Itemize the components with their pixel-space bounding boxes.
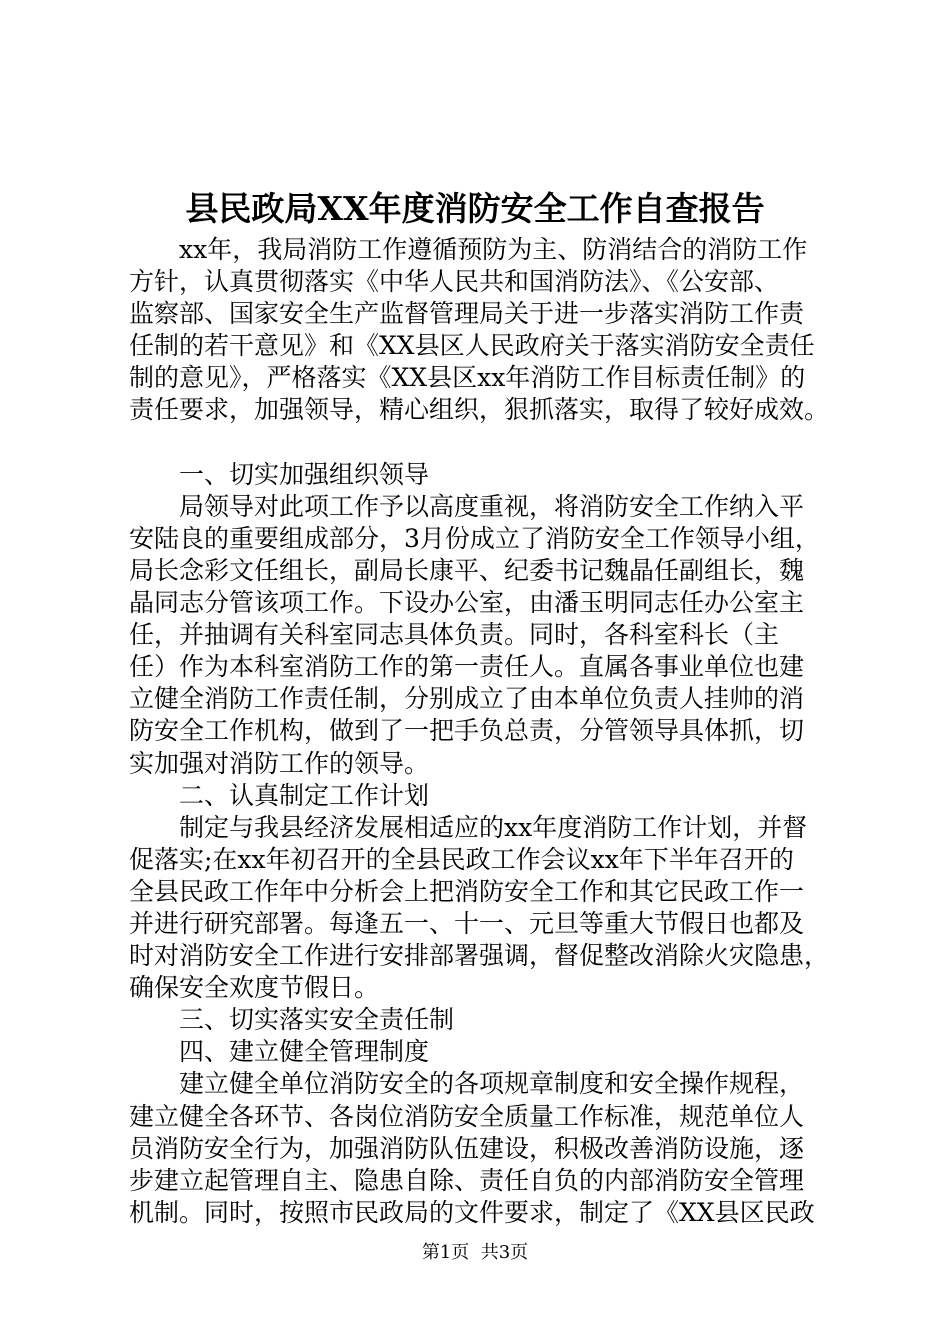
paragraph-line: 责任要求，加强领导，精心组织，狠抓落实，取得了较好成效。 (129, 395, 830, 425)
paragraph-line: 步建立起管理自主、隐患自除、责任自负的内部消防安全管理 (129, 1165, 805, 1195)
paragraph-line: 局长念彩文任组长，副局长康平、纪委书记魏晶任副组长，魏 (129, 555, 805, 585)
document-body (129, 234, 835, 1229)
paragraph-line: 任，并抽调有关科室同志具体负责。同时，各科室科长（主 (129, 620, 780, 650)
paragraph-line: 员消防安全行为，加强消防队伍建设，积极改善消防设施，逐 (129, 1133, 805, 1163)
section-heading: 四、建立健全管理制度 (179, 1037, 430, 1067)
section-heading: 一、切实加强组织领导 (179, 459, 430, 489)
blank-line (129, 427, 835, 459)
paragraph-line: 安陆良的重要组成部分，3月份成立了消防安全工作领导小组， (129, 523, 820, 553)
section-heading: 三、切实落实安全责任制 (179, 1005, 455, 1035)
paragraph-line: 晶同志分管该项工作。下设办公室，由潘玉明同志任办公室主 (129, 588, 805, 618)
paragraph-line: 监察部、国家安全生产监督管理局关于进一步落实消防工作责 (129, 299, 805, 329)
paragraph-line: 实加强对消防工作的领导。 (129, 748, 430, 778)
section-heading: 二、认真制定工作计划 (179, 780, 430, 810)
paragraph-line: 并进行研究部署。每逢五一、十一、元旦等重大节假日也都及 (129, 908, 805, 938)
page-number: 第1页 共3页 (421, 1242, 529, 1263)
document-title: 县民政局XX年度消防安全工作自查报告 (185, 189, 765, 228)
paragraph-line: 确保安全欢度节假日。 (129, 973, 380, 1003)
paragraph-line: 制的意见》，严格落实《XX县区xx年消防工作目标责任制》的 (129, 363, 806, 393)
paragraph-line: 局领导对此项工作予以高度重视，将消防安全工作纳入平 (179, 491, 805, 521)
paragraph-line: 全县民政工作年中分析会上把消防安全工作和其它民政工作一 (129, 876, 805, 906)
paragraph-line: 机制。同时，按照市民政局的文件要求，制定了《XX县区民政 (129, 1197, 815, 1227)
paragraph-line: 立健全消防工作责任制，分别成立了由本单位负责人挂帅的消 (129, 684, 805, 714)
paragraph-line: 时对消防安全工作进行安排部署强调，督促整改消除火灾隐患， (129, 941, 830, 971)
paragraph-line: 任）作为本科室消防工作的第一责任人。直属各事业单位也建 (129, 652, 805, 682)
paragraph-line: 防安全工作机构，做到了一把手负总责，分管领导具体抓，切 (129, 716, 805, 746)
paragraph-line: 建立健全各环节、各岗位消防安全质量工作标准，规范单位人 (129, 1101, 805, 1131)
paragraph-line: 促落实;在xx年初召开的全县民政工作会议xx年下半年召开的 (129, 844, 794, 874)
paragraph-line: 任制的若干意见》和《XX县区人民政府关于落实消防安全责任 (129, 331, 815, 361)
paragraph-line: xx年，我局消防工作遵循预防为主、防消结合的消防工作 (179, 235, 808, 264)
paragraph-line: 建立健全单位消防安全的各项规章制度和安全操作规程， (179, 1069, 805, 1099)
paragraph-line: 方针，认真贯彻落实《中华人民共和国消防法》、《公安部、 (129, 267, 780, 297)
paragraph-line: 制定与我县经济发展相适应的xx年度消防工作计划，并督 (179, 812, 808, 842)
